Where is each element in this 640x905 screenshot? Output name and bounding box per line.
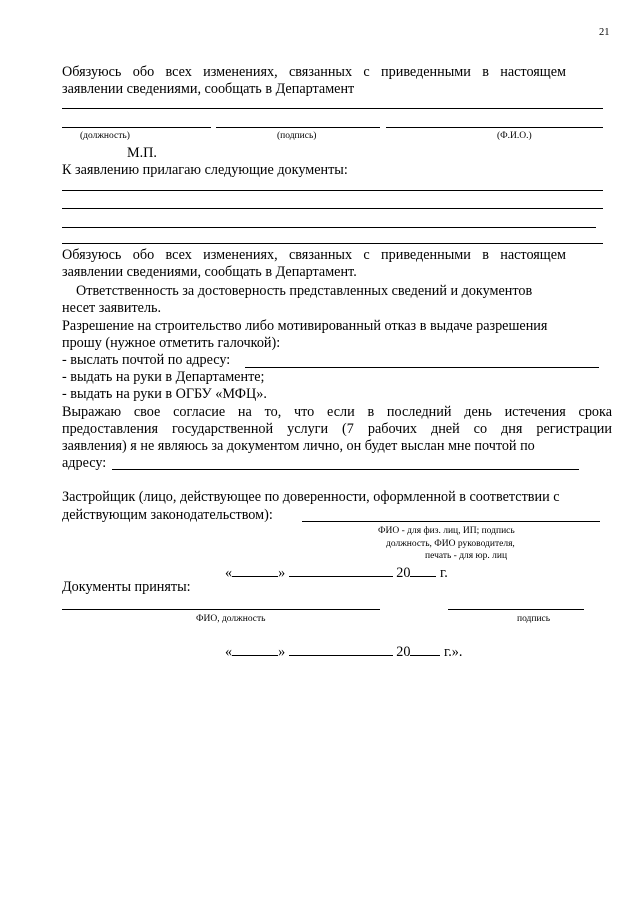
permit-option-mfc: - выдать на руки в ОГБУ «МФЦ».	[62, 386, 267, 402]
year-field-2[interactable]	[410, 642, 440, 656]
accepted-signature-field[interactable]	[448, 609, 584, 610]
position-field-line[interactable]	[62, 127, 211, 128]
developer-note-3: печать - для юр. лиц	[425, 551, 508, 561]
consent-line-1: Выражаю свое согласие на то, что если в последний день истечения срока	[62, 404, 612, 420]
attachments-title: К заявлению прилагаю следующие документы:	[62, 162, 348, 178]
month-field[interactable]	[289, 563, 393, 577]
permit-option-department: - выдать на руки в Департаменте;	[62, 369, 265, 385]
date-field-1	[225, 563, 448, 582]
year-field[interactable]	[410, 563, 436, 577]
date-open-quote: «	[225, 565, 233, 581]
permit-option-mail: - выслать почтой по адресу:	[62, 352, 231, 368]
consent-line-2: предоставления государственной услуги (7 рабочих дней со дня регистрации	[62, 421, 612, 437]
consent-line-4: адресу:	[62, 455, 107, 471]
date2-open-quote: «	[225, 644, 233, 660]
developer-note-2: должность, ФИО руководителя,	[386, 539, 515, 549]
year-suffix-2: г.».	[444, 644, 463, 660]
developer-signature-field[interactable]	[302, 521, 600, 522]
position-label: (должность)	[80, 131, 130, 141]
attachment-line-1[interactable]	[62, 190, 603, 191]
accepted-signature-label: подпись	[517, 614, 551, 624]
accepted-fio-label: ФИО, должность	[196, 614, 266, 624]
documents-accepted-title: Документы приняты:	[62, 579, 191, 595]
date-close-quote: »	[278, 565, 286, 581]
stamp-label: М.П.	[127, 145, 157, 161]
permit-line-2: прошу (нужное отметить галочкой):	[62, 335, 281, 351]
signature-field-line[interactable]	[216, 127, 380, 128]
accepted-fio-field[interactable]	[62, 609, 380, 610]
year-prefix: 20	[396, 565, 411, 581]
responsibility-line-2: несет заявитель.	[62, 300, 162, 316]
day-field-2[interactable]	[232, 642, 278, 656]
developer-note-1: ФИО - для физ. лиц, ИП; подпись	[378, 526, 515, 536]
attachment-line-4[interactable]	[62, 243, 603, 244]
responsibility-line-1: Ответственность за достоверность представленных сведений и документов	[76, 283, 533, 299]
developer-line-1: Застройщик (лицо, действующее по доверенности, оформленной в соответствии с	[62, 489, 560, 505]
year-prefix-2: 20	[396, 644, 411, 660]
obligation-text-line-2: заявлении сведениями, сообщать в Департамент	[62, 81, 355, 97]
fio-label: (Ф.И.О.)	[497, 131, 532, 141]
month-field-2[interactable]	[289, 642, 393, 656]
consent-address-field[interactable]	[112, 469, 579, 470]
attachment-line-2[interactable]	[62, 208, 603, 209]
blank-line[interactable]	[62, 108, 603, 109]
attachment-line-3[interactable]	[62, 227, 596, 228]
consent-line-3: заявления) я не являюсь за документом лично, он будет выслан мне почтой по	[62, 438, 535, 454]
permit-line-1: Разрешение на строительство либо мотивированный отказ в выдаче разрешения	[62, 318, 548, 334]
year-suffix: г.	[440, 565, 448, 581]
date-field-2	[225, 642, 462, 661]
page-number: 21	[599, 27, 610, 38]
obligation-text-line-1: Обязуюсь обо всех изменениях, связанных с приведенными в настоящем	[62, 64, 566, 80]
fio-field-line[interactable]	[386, 127, 603, 128]
obligation2-text-line-2: заявлении сведениями, сообщать в Департамент.	[62, 264, 357, 280]
date2-close-quote: »	[278, 644, 286, 660]
obligation2-text-line-1: Обязуюсь обо всех изменениях, связанных с приведенными в настоящем	[62, 247, 566, 263]
day-field[interactable]	[232, 563, 278, 577]
mail-address-field[interactable]	[245, 367, 599, 368]
developer-line-2: действующим законодательством):	[62, 507, 273, 523]
signature-label: (подпись)	[277, 131, 317, 141]
